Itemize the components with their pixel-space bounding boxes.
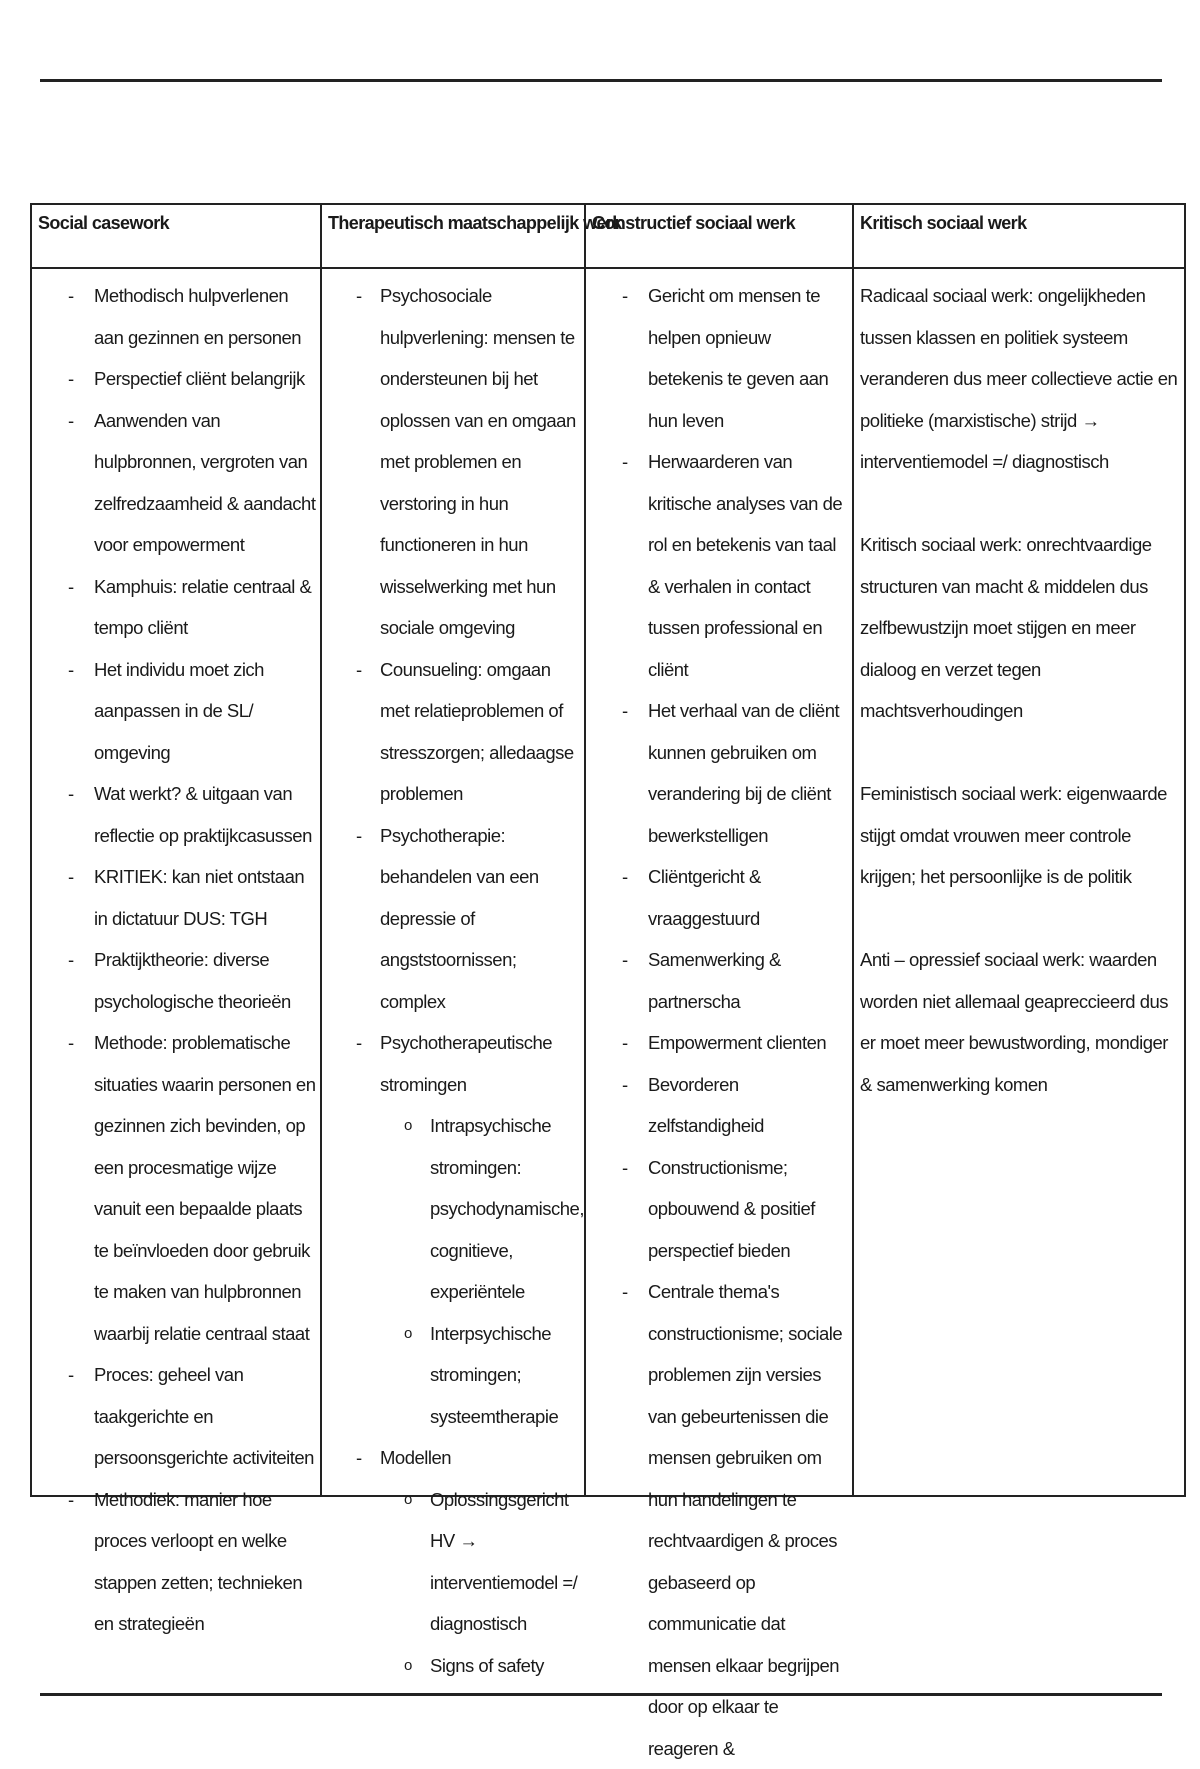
comparison-table bbox=[30, 203, 1186, 1759]
sub-list-item: o Interpsychische stromingen; systeemtherapie bbox=[380, 1313, 580, 1438]
list-item: - Praktijktheorie: diverse psychologische theorieën bbox=[36, 939, 316, 1022]
top-rule bbox=[40, 79, 1162, 82]
constructief-list bbox=[590, 275, 848, 1769]
list-item: - Methodisch hulpverlenen aan gezinnen en personen bbox=[36, 275, 316, 358]
cell-therapeutisch-maatschappelijk-werk bbox=[321, 268, 585, 1676]
list-item-stromingen bbox=[326, 1022, 584, 1437]
list-item: - Het verhaal van de cliënt kunnen gebruiken om verandering bij de cliënt bewerkstelligen bbox=[590, 690, 848, 856]
radicaal-paragraph: Radicaal sociaal werk: ongelijkheden tussen klassen en politiek systeem veranderen dus meer collectieve actie en politieke (marxistische) strijd → interventiemodel =/ diagnostisch bbox=[860, 285, 1178, 472]
list-item: - Kamphuis: relatie centraal & tempo cliënt bbox=[36, 566, 316, 649]
stromingen-sublist bbox=[380, 1105, 584, 1437]
header-therapeutisch-maatschappelijk-werk: Therapeutisch maatschappelijk werk bbox=[321, 204, 585, 268]
feministisch-paragraph: Feministisch sociaal werk: eigenwaarde stijgt omdat vrouwen meer controle krijgen; het persoonlijke is de politik bbox=[860, 783, 1167, 887]
cell-constructief-sociaal-werk bbox=[585, 268, 853, 1759]
list-item: - Samenwerking & partnerscha bbox=[590, 939, 848, 1022]
list-item: - Psychotherapie: behandelen van een depressie of angststoornissen; complex bbox=[326, 815, 580, 1023]
sub-list-item: o Signs of safety bbox=[380, 1645, 580, 1687]
anti-opressief-paragraph: Anti – opressief sociaal werk: waarden worden niet allemaal geapreccieerd dus er moet meer bewustwording, mondiger & samenwerking komen bbox=[860, 949, 1169, 1095]
list-item-label: Psychotherapeutische stromingen bbox=[380, 1032, 553, 1095]
content-row bbox=[31, 268, 1185, 1496]
list-item: - Methode: problematische situaties waarin personen en gezinnen zich bevinden, op een procesmatige wijze vanuit een bepaalde plaats te beïnvloeden door gebruik te maken van hulpbronnen waarbij relatie centraal staat bbox=[36, 1022, 316, 1354]
list-item: - Aanwenden van hulpbronnen, vergroten van zelfredzaamheid & aandacht voor empowerment bbox=[36, 400, 316, 566]
therapeutisch-list bbox=[326, 275, 584, 1686]
modellen-sublist bbox=[380, 1479, 580, 1687]
header-constructief-sociaal-werk: Constructief sociaal werk bbox=[585, 204, 853, 268]
list-item: - Empowerment clienten bbox=[590, 1022, 848, 1064]
list-item: - Bevorderen zelfstandigheid bbox=[590, 1064, 848, 1147]
cell-social-casework bbox=[31, 268, 321, 1634]
cell-kritisch-sociaal-werk bbox=[853, 268, 1185, 1496]
list-item-label: Modellen bbox=[380, 1447, 452, 1468]
list-item-modellen bbox=[326, 1437, 580, 1686]
list-item: - Proces: geheel van taakgerichte en persoonsgerichte activiteiten bbox=[36, 1354, 316, 1479]
list-item: - Methodiek: manier hoe proces verloopt en welke stappen zetten; technieken en strategieën bbox=[36, 1479, 316, 1645]
list-item: - Perspectief cliënt belangrijk bbox=[36, 358, 316, 400]
list-item: - Gericht om mensen te helpen opnieuw betekenis te geven aan hun leven bbox=[590, 275, 848, 441]
bottom-rule bbox=[40, 1693, 1162, 1696]
sub-list-item: o Intrapsychische stromingen: psychodynamische, cognitieve, experiëntele bbox=[380, 1105, 580, 1313]
list-item: - KRITIEK: kan niet ontstaan in dictatuur DUS: TGH bbox=[36, 856, 316, 939]
list-item: - Herwaarderen van kritische analyses van de rol en betekenis van taal & verhalen in contact tussen professional en cliënt bbox=[590, 441, 848, 690]
list-item: - Het individu moet zich aanpassen in de SL/ omgeving bbox=[36, 649, 316, 774]
header-row bbox=[31, 204, 1185, 268]
header-social-casework: Social casework bbox=[31, 204, 321, 268]
sub-list-item: o Oplossingsgericht HV → interventiemodel =/ diagnostisch bbox=[380, 1479, 580, 1645]
list-item: - Psychosociale hulpverlening: mensen te ondersteunen bij het oplossen van en omgaan met problemen en verstoring in hun functioneren in hun wisselwerking met hun sociale omgeving bbox=[326, 275, 580, 649]
list-item: - Counsueling: omgaan met relatieproblemen of stresszorgen; alledaagse problemen bbox=[326, 649, 580, 815]
list-item: - Centrale thema's constructionisme; sociale problemen zijn versies van gebeurtenissen die mensen gebruiken om hun handelingen te rechtvaardigen & proces gebaseerd op communicatie dat mensen elkaar begrijpen door op elkaar te reageren & bbox=[590, 1271, 848, 1769]
list-item: - Wat werkt? & uitgaan van reflectie op praktijkcasussen bbox=[36, 773, 316, 856]
social-casework-list bbox=[36, 275, 316, 1645]
list-item: - Constructionisme; opbouwend & positief perspectief bieden bbox=[590, 1147, 848, 1272]
list-item: - Cliëntgericht & vraaggestuurd bbox=[590, 856, 848, 939]
header-kritisch-sociaal-werk: Kritisch sociaal werk bbox=[853, 204, 1185, 268]
kritisch-paragraph: Kritisch sociaal werk: onrechtvaardige structuren van macht & middelen dus zelfbewustzijn moet stijgen en meer dialoog en verzet tegen machtsverhoudingen bbox=[860, 534, 1152, 721]
